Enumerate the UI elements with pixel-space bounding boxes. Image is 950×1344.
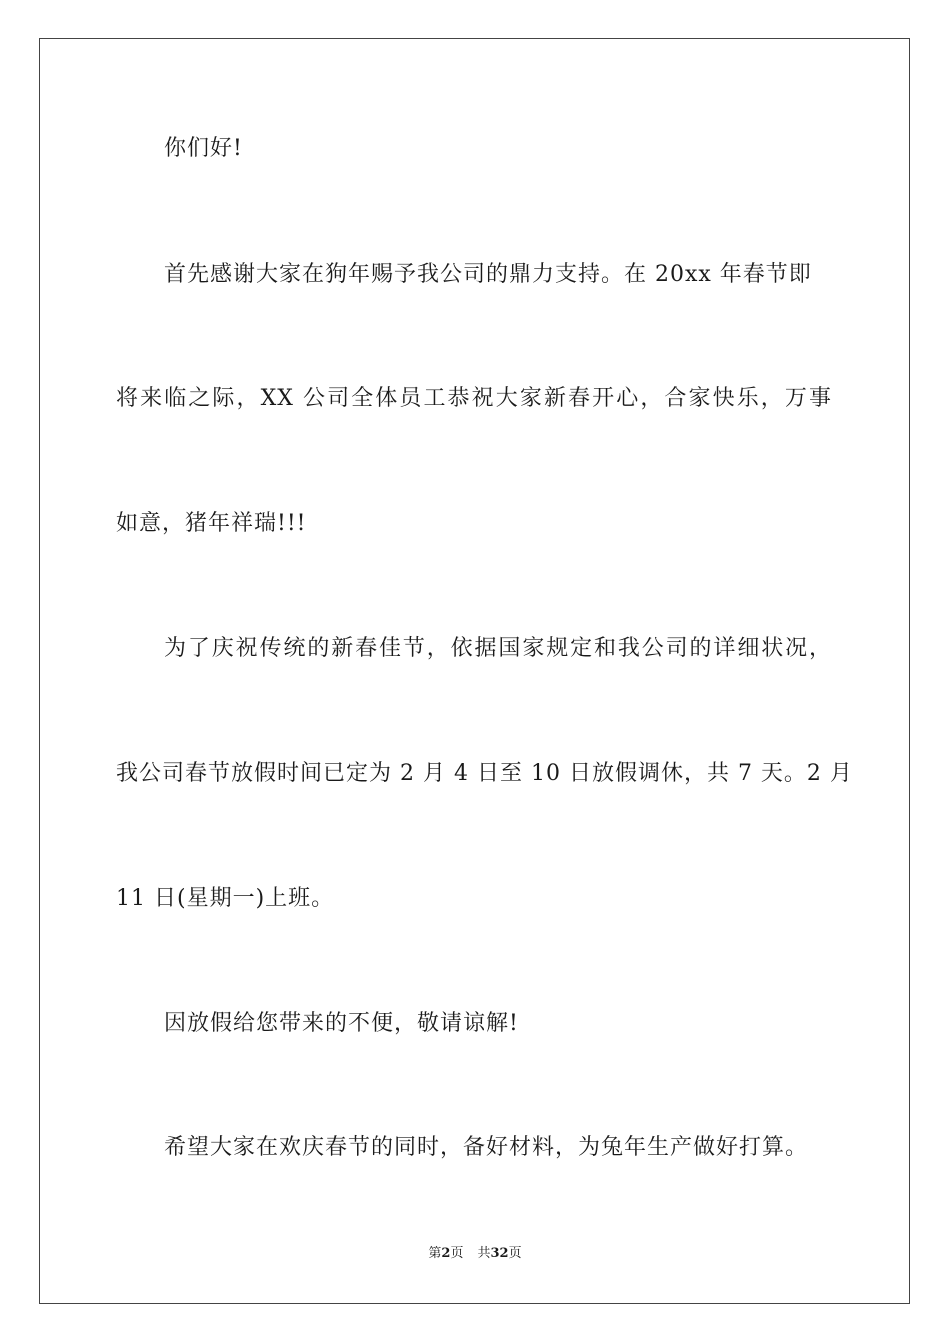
page-border [39, 38, 910, 1304]
greeting-line: 你们好! [164, 136, 243, 161]
body-line-3: 如意，猪年祥瑞!!! [116, 511, 307, 536]
page-footer [0, 1245, 950, 1263]
body-line-2: 将来临之际，XX 公司全体员工恭祝大家新春开心，合家快乐，万事 [116, 386, 832, 411]
body-line-4: 为了庆祝传统的新春佳节，依据国家规定和我公司的详细状况， [164, 636, 832, 661]
body-line-5: 我公司春节放假时间已定为 2 月 4 日至 10 日放假调休，共 7 天。2 月 [116, 761, 853, 786]
footer-page-total: 32 [490, 1246, 509, 1261]
body-line-8: 希望大家在欢庆春节的同时，备好材料，为兔年生产做好打算。 [164, 1135, 809, 1160]
footer-total-prefix: 共 [477, 1246, 491, 1261]
footer-page-current: 2 [441, 1246, 451, 1261]
body-line-6: 11 日(星期一)上班。 [116, 886, 335, 911]
footer-page-prefix: 第 [428, 1246, 442, 1261]
body-line-7: 因放假给您带来的不便，敬请谅解! [164, 1011, 519, 1036]
body-line-1: 首先感谢大家在狗年赐予我公司的鼎力支持。在 20xx 年春节即 [164, 262, 812, 287]
footer-page-unit: 页 [450, 1246, 464, 1261]
footer-total-unit: 页 [508, 1246, 522, 1261]
